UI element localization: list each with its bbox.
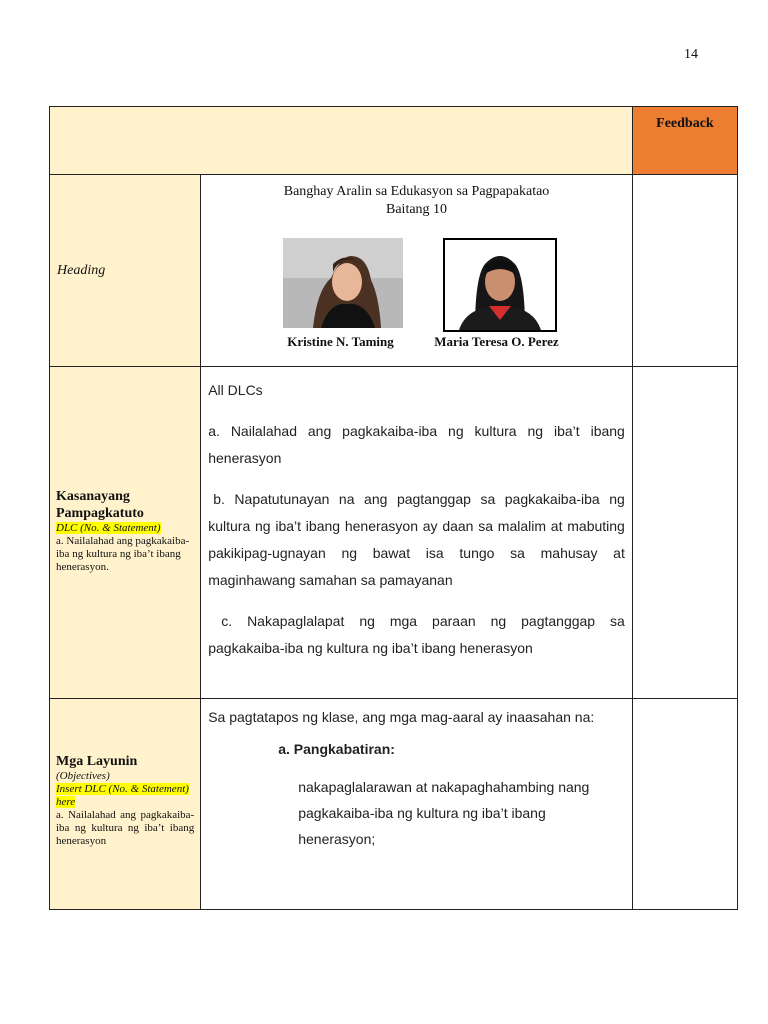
layunin-content-cell: [201, 699, 633, 910]
feedback-header-cell: [632, 107, 737, 175]
lesson-title-line1: Banghay Aralin sa Edukasyon sa Pagpapakatao: [283, 184, 550, 199]
layunin-title: Mga Layunin: [56, 754, 138, 769]
author-name-2: Maria Teresa O. Perez: [434, 334, 559, 349]
author-photo-1: [283, 238, 403, 328]
kasanayan-dlc-note: [56, 522, 194, 535]
dlc-item-c: c. Nakapaglalapat ng mga paraan ng pagtanggap sa pagkakaiba-iba ng kultura ng iba’t ibang henerasyon: [208, 613, 625, 656]
dlc-item-a: a. Nailalahad ang pagkakaiba-iba ng kultura ng iba’t ibang henerasyon: [208, 423, 625, 466]
dlc-list: [201, 367, 632, 662]
kasanayan-label-cell: [50, 367, 201, 699]
layunin-statement: a. Nailalahad ang pagkakaiba-iba ng kultura ng iba’t ibang henerasyon: [56, 809, 195, 847]
author-name-1: Kristine N. Taming: [287, 334, 394, 349]
heading-content-cell: [201, 175, 633, 367]
layunin-subtitle: (Objectives): [56, 770, 110, 782]
lesson-title: [201, 183, 632, 219]
lesson-title-line2: Baitang 10: [386, 202, 448, 217]
heading-row: [50, 175, 738, 367]
kasanayan-dlc-highlight: DLC (No. & Statement): [56, 522, 161, 534]
kasanayan-side-block: [56, 488, 194, 574]
heading-feedback-cell[interactable]: [632, 175, 737, 367]
layunin-feedback-cell[interactable]: [632, 699, 737, 910]
all-dlcs-heading: All DLCs: [208, 382, 263, 398]
objective-item-label: a. Pangkabatiran:: [278, 741, 395, 757]
heading-label: Heading: [57, 263, 106, 278]
objectives-body: [201, 699, 632, 852]
layunin-row: [50, 699, 738, 910]
layunin-side-block: [56, 753, 194, 848]
dlc-item-b: b. Napatutunayan na ang pagtanggap sa pagkakaiba-iba ng kultura ng iba’t ibang henerasyon ay daan sa malalim at mabuting pakikipag-ugnayan ng bawat isa tungo sa mahusay at maginhawang samahan sa pamayanan: [208, 491, 625, 588]
layunin-label-cell: [50, 699, 201, 910]
author-photo-2: [443, 238, 557, 332]
feedback-header-label: Feedback: [656, 116, 714, 131]
objectives-intro: Sa pagtatapos ng klase, ang mga mag-aaral ay inaasahan na:: [208, 709, 595, 725]
heading-label-cell: [50, 175, 201, 367]
kasanayan-title: Kasanayang Pampagkatuto: [56, 489, 144, 521]
header-blank-cell: [50, 107, 633, 175]
page-number: 14: [684, 47, 698, 62]
layunin-insert-highlight: Insert DLC (No. & Statement) here: [56, 783, 189, 808]
kasanayan-statement: a. Nailalahad ang pagkakaiba-iba ng kultura ng iba’t ibang henerasyon.: [56, 535, 190, 573]
kasanayan-content-cell: [201, 367, 633, 699]
layunin-insert-note: [56, 783, 194, 809]
objective-item-text: nakapaglalarawan at nakapaghahambing nang pagkakaiba-iba ng kultura ng iba’t ibang henerasyon;: [298, 779, 590, 847]
table-header-row: [50, 107, 738, 175]
kasanayan-feedback-cell[interactable]: [632, 367, 737, 699]
lesson-plan-table: [49, 106, 738, 910]
kasanayan-row: [50, 367, 738, 699]
